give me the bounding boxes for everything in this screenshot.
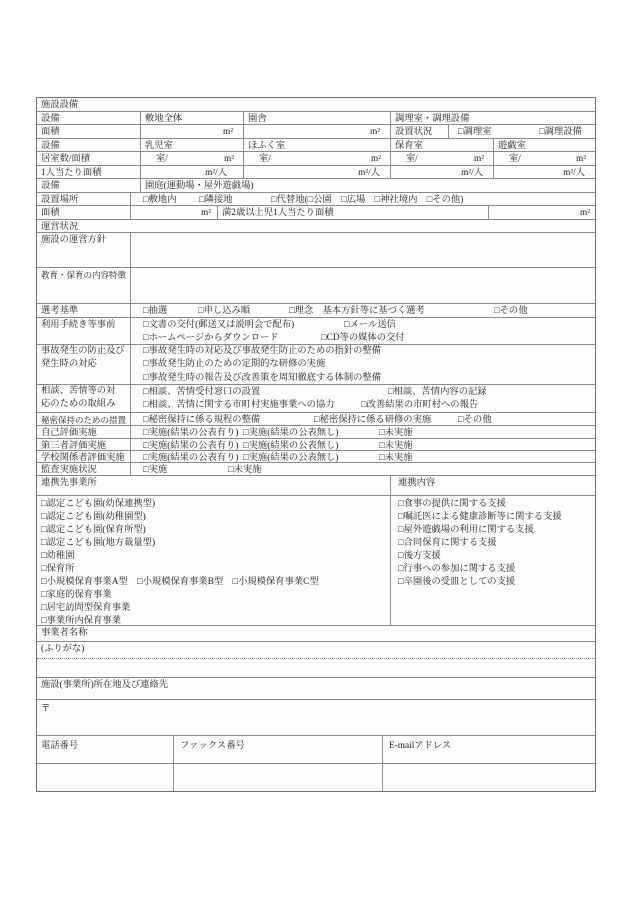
col-kitchen-header: 調理室・調理設備 <box>391 112 595 125</box>
equip-row2-label: 設備 <box>37 139 141 152</box>
checkbox-selection-other[interactable]: □その他 <box>494 306 528 316</box>
kitchen-status-label: 設置状況 <box>391 125 449 139</box>
content-features-field[interactable] <box>131 268 595 304</box>
col-building: 園舎 <box>244 112 391 125</box>
checkbox-third-eval-unpublished[interactable]: □実施(結果の公表無し) <box>243 441 339 451</box>
procedure-label: 利用手続き等事前 <box>37 318 131 345</box>
site-area-field[interactable]: m² <box>141 125 244 139</box>
accident-label: 事故発生の防止及び 発生時の対応 <box>37 345 131 385</box>
kitchen-status-options <box>449 125 595 139</box>
section-header-facility: 施設設備 <box>37 98 595 112</box>
checkbox-audit-none[interactable]: □未実施 <box>228 465 262 475</box>
infant-room-count-field[interactable]: 室/ m² <box>141 152 244 166</box>
checkbox-small-scale-abc[interactable]: □小規模保育事業A型 □小規模保育事業B型 □小規模保育事業C型 <box>41 576 319 587</box>
content-features-label: 教育・保育の内容特徴 <box>37 268 131 304</box>
rooms-count-label: 居室数/面積 <box>37 152 141 166</box>
checkbox-support-joint-childcare[interactable]: □合同保育に関する支援 <box>398 537 497 548</box>
yard-area-field[interactable]: m² <box>131 206 218 220</box>
checkbox-complaint-municipal-coop[interactable]: □相談、苦情に関する市町村実施事業への協力 <box>143 400 335 411</box>
checkbox-complaint-desk[interactable]: □相談、苦情受付窓口の設置 <box>143 387 261 397</box>
per-child-area-field[interactable]: m² <box>489 206 595 220</box>
checkbox-school-eval-unpublished[interactable]: □実施(結果の公表無し) <box>243 453 339 463</box>
checkbox-location-alternative[interactable]: □代替地(□公園 □広場 □神社境内 □その他) <box>271 195 464 205</box>
school-eval-options <box>131 451 595 463</box>
checkbox-email-send[interactable]: □メール送信 <box>344 320 396 330</box>
accident-options <box>131 345 595 385</box>
checkbox-kitchen-room[interactable]: □調理室 <box>458 127 492 137</box>
checkbox-policy-based[interactable]: □理念 基本方針等に基づく選考 <box>289 306 425 316</box>
partner-detail-header: 連携内容 <box>391 476 595 496</box>
checkbox-accident-training[interactable]: □事故発生防止のための定期的な研修の実施 <box>143 359 326 370</box>
checkbox-lottery[interactable]: □抽選 <box>143 306 168 316</box>
checkbox-application-order[interactable]: □申し込み順 <box>198 306 251 316</box>
checkbox-location-adjacent[interactable]: □隣接地 <box>199 195 233 205</box>
operator-name-field[interactable] <box>37 642 595 678</box>
checkbox-kodomo-en-hoikusho[interactable]: □認定こども園(保育所型) <box>41 524 146 535</box>
third-eval-label: 第三者評価実施 <box>37 439 131 451</box>
col-play-room: 遊戯室 <box>494 139 595 152</box>
checkbox-complaint-municipal-report[interactable]: □改善結果の市町村への報告 <box>361 400 479 411</box>
checkbox-secrecy-rules[interactable]: □秘密保持に係る規程の整備 <box>143 415 261 425</box>
checkbox-home-childcare[interactable]: □家庭的保育事業 <box>41 589 112 600</box>
email-label: E-mailアドレス <box>383 736 595 764</box>
per-person-label: 1人当たり面積 <box>37 166 141 179</box>
checkbox-support-health-check[interactable]: □嘱託医による健康診断等に関する支援 <box>398 511 562 522</box>
checkbox-kodomo-en-chiho[interactable]: □認定こども園(地方裁量型) <box>41 537 156 548</box>
col-infant-room: 乳児室 <box>141 139 244 152</box>
checkbox-third-eval-none[interactable]: □未実施 <box>379 441 413 451</box>
policy-label: 施設の運営方針 <box>37 233 131 268</box>
partner-header: 連携先事業所 <box>37 476 391 496</box>
checkbox-support-backup[interactable]: □後方支援 <box>398 550 441 561</box>
facility-form-table <box>36 97 596 792</box>
checkbox-secrecy-training[interactable]: □秘密保持に係る研修の実施 <box>314 415 432 425</box>
third-eval-options <box>131 439 595 451</box>
partner-type-list <box>37 496 391 626</box>
secrecy-label: 秘密保持のための措置 <box>37 413 131 426</box>
fax-field[interactable] <box>174 764 383 791</box>
email-field[interactable] <box>383 764 595 791</box>
checkbox-kodomo-en-yochien[interactable]: □認定こども園(幼稚園型) <box>41 511 146 522</box>
checkbox-school-eval-published[interactable]: □実施(結果の公表有り) <box>143 453 239 463</box>
checkbox-support-meals[interactable]: □食事の提供に関する支援 <box>398 498 506 509</box>
col-site-whole: 敷地全体 <box>141 112 244 125</box>
furigana-label: (ふりがな) <box>41 644 85 654</box>
checkbox-complaint-record[interactable]: □相談、苦情内容の記録 <box>388 387 487 397</box>
checkbox-support-events[interactable]: □行事への参加に関する支援 <box>398 563 516 574</box>
equip-row3-label: 設備 <box>37 179 141 193</box>
col-crawl-room: ほふく室 <box>244 139 391 152</box>
col-childcare-room: 保育室 <box>391 139 494 152</box>
checkbox-self-eval-none[interactable]: □未実施 <box>379 428 413 438</box>
equip-row1-label: 設備 <box>37 112 141 125</box>
audit-label: 監査実施状況 <box>37 463 131 476</box>
checkbox-nursery[interactable]: □保育所 <box>41 563 75 574</box>
building-area-field[interactable]: m² <box>244 125 391 139</box>
fax-label: ファックス番号 <box>174 736 383 764</box>
secrecy-options <box>131 413 595 426</box>
play-per-person-field[interactable]: m²/人 <box>494 166 595 179</box>
play-room-count-field[interactable]: 室/ m² <box>494 152 595 166</box>
area-row1-label: 面積 <box>37 125 141 139</box>
checkbox-third-eval-published[interactable]: □実施(結果の公表有り) <box>143 441 239 451</box>
checkbox-home-visit-childcare[interactable]: □居宅訪問型保育事業 <box>41 602 131 613</box>
childcare-room-count-field[interactable]: 室/ m² <box>391 152 494 166</box>
checkbox-accident-guideline[interactable]: □事故発生時の対応及び事故発生防止のための指針の整備 <box>143 346 382 356</box>
per-child-area-label: 満2歳以上児1人当たり面積 <box>218 206 489 220</box>
phone-field[interactable] <box>37 764 174 791</box>
audit-options <box>131 463 595 476</box>
yard-area-label: 面積 <box>37 206 131 220</box>
postal-address-field[interactable]: 〒 <box>37 700 595 736</box>
checkbox-document-delivery[interactable]: □文書の交付(郵送又は説明会で配布) <box>143 320 295 330</box>
checkbox-secrecy-other[interactable]: □その他 <box>458 415 492 425</box>
yard-header: 園庭(運動場・屋外遊戯場) <box>141 179 595 193</box>
checkbox-accident-report-system[interactable]: □事故発生時の報告及び改善策を周知徹底する体制の整備 <box>143 372 382 383</box>
crawl-room-count-field[interactable]: 室/ m² <box>244 152 391 166</box>
checkbox-website-download[interactable]: □ホームページからダウンロード <box>143 333 279 344</box>
checkbox-kitchen-equip[interactable]: □調理設備 <box>539 127 582 137</box>
address-label: 施設(事業所)所在地及び連絡先 <box>37 678 595 700</box>
checkbox-self-eval-published[interactable]: □実施(結果の公表有り) <box>143 428 239 438</box>
school-eval-label: 学校関係者評価実施 <box>37 451 131 463</box>
checkbox-cd-media[interactable]: □CD等の媒体の交付 <box>321 333 405 344</box>
checkbox-self-eval-unpublished[interactable]: □実施(結果の公表無し) <box>243 428 339 438</box>
checkbox-support-after-graduation[interactable]: □卒園後の受皿としての支援 <box>398 576 516 587</box>
operator-name-label: 事業者名称 <box>37 626 595 642</box>
childcare-per-person-field[interactable]: m²/人 <box>391 166 494 179</box>
complaint-options <box>131 385 595 413</box>
complaint-label: 相談、苦情等の対 応のための取組み <box>37 385 131 413</box>
checkbox-workplace-childcare[interactable]: □事業所内保育事業 <box>41 615 121 626</box>
selection-options <box>131 304 595 318</box>
procedure-options <box>131 318 595 345</box>
selection-label: 選考基準 <box>37 304 131 318</box>
policy-field[interactable] <box>131 233 595 268</box>
location-options <box>131 193 595 206</box>
self-eval-label: 自己評価実施 <box>37 426 131 439</box>
location-label: 設置場所 <box>37 193 131 206</box>
checkbox-school-eval-none[interactable]: □未実施 <box>379 453 413 463</box>
checkbox-audit-done[interactable]: □実施 <box>143 465 168 475</box>
partner-detail-list <box>391 496 595 626</box>
checkbox-kindergarten[interactable]: □幼稚園 <box>41 550 75 561</box>
infant-per-person-field[interactable]: m²/人 <box>141 166 244 179</box>
checkbox-support-playground[interactable]: □屋外遊戯場の利用に関する支援 <box>398 524 534 535</box>
phone-label: 電話番号 <box>37 736 174 764</box>
checkbox-kodomo-en-yoho[interactable]: □認定こども園(幼保連携型) <box>41 498 156 509</box>
checkbox-location-onsite[interactable]: □敷地内 <box>143 195 177 205</box>
self-eval-options <box>131 426 595 439</box>
section-header-operation: 運営状況 <box>37 220 595 233</box>
crawl-per-person-field[interactable]: m²/人 <box>244 166 391 179</box>
furigana-divider <box>37 658 595 659</box>
